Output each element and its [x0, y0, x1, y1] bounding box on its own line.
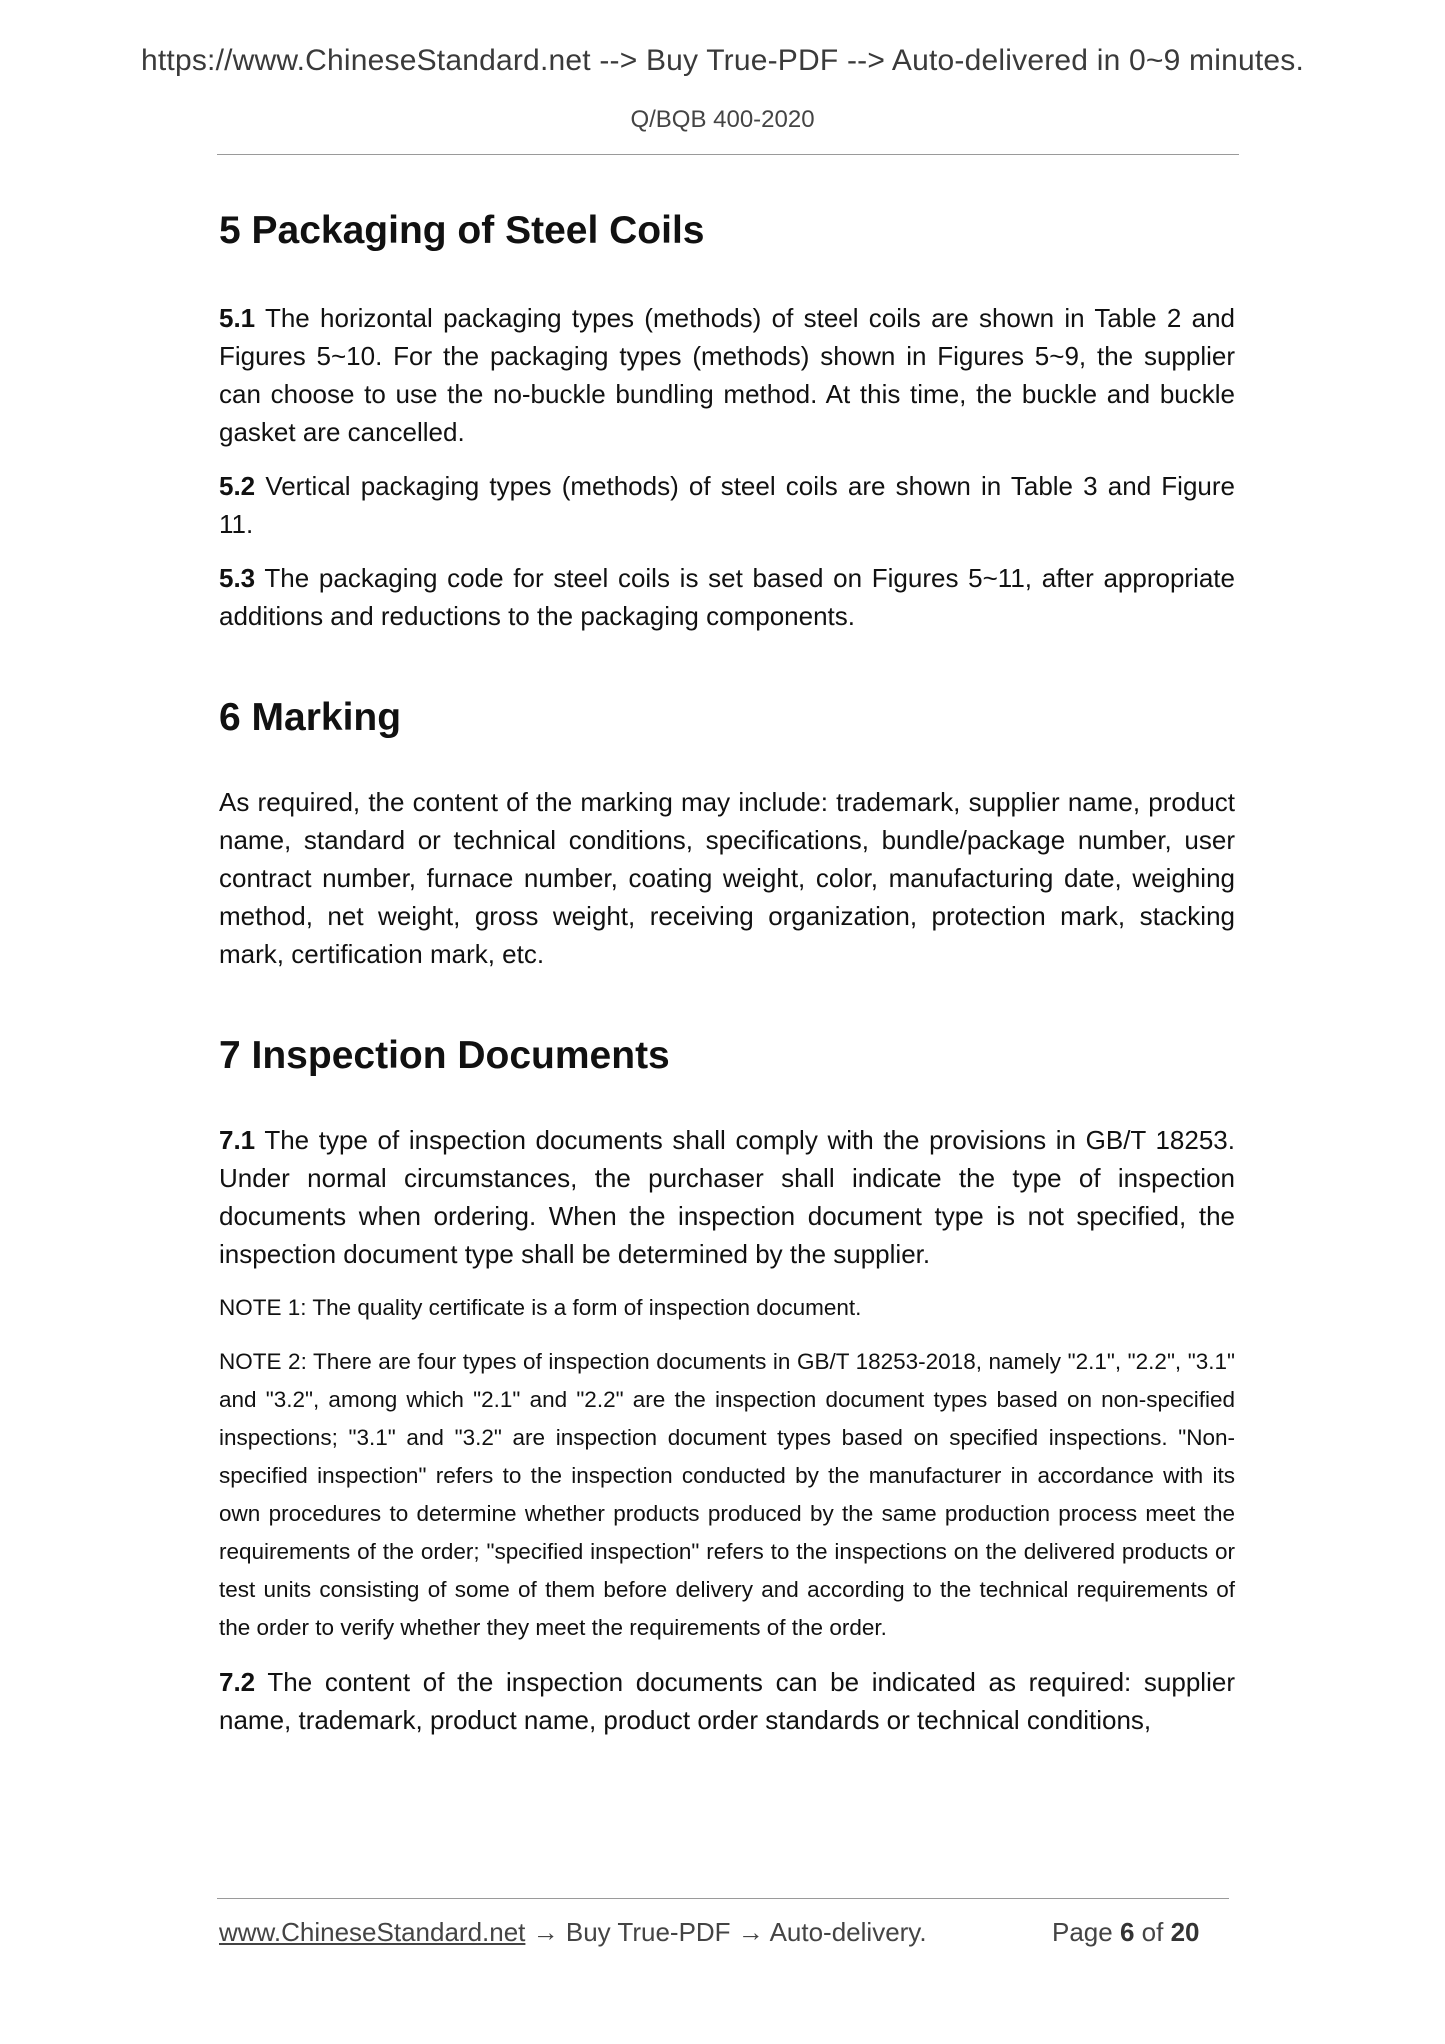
marking-paragraph: As required, the content of the marking may include: trademark, supplier name, product name, standard or technical conditions, specifications, bundle/package number, user contract number, furnace number, coating weight, color, manufacturing date, weighing method, net weight, gross weight, receiving organization, protection mark, stacking mark, certification mark, etc. [219, 786, 1235, 969]
clause-5-3 [219, 559, 1235, 635]
section-6-title: 6 Marking [219, 695, 402, 739]
clause-7-2-number: 7.2 [219, 1667, 256, 1698]
clause-7-1 [219, 1121, 1235, 1273]
section-5-title: 5 Packaging of Steel Coils [219, 209, 705, 252]
clause-7-1-number: 7.1 [219, 1125, 256, 1156]
page-indicator [1052, 1917, 1200, 1948]
document-code: Q/BQB 400-2020 [630, 106, 815, 133]
clause-7-2 [219, 1663, 1235, 1739]
clause-5-2 [219, 467, 1235, 543]
header-divider [217, 154, 1239, 155]
clause-7-1-text: The type of inspection documents shall comply with the provisions in GB/T 18253. Under normal circumstances, the purchaser shall indicate the type of inspection documents when ordering. When the inspection document type is not specified, the inspection document type shall be determined by the supplier. [219, 1125, 1235, 1270]
footer-tagline: → Buy True-PDF → Auto-delivery. [525, 1917, 927, 1947]
clause-5-2-number: 5.2 [219, 470, 256, 501]
current-page-number: 6 [1119, 1917, 1135, 1947]
clause-5-1-number: 5.1 [219, 302, 256, 333]
section-7-title: 7 Inspection Documents [219, 1033, 670, 1077]
page-content [219, 208, 1235, 1739]
top-banner[interactable]: https://www.ChineseStandard.net --> Buy True-PDF --> Auto-delivered in 0~9 minutes. [141, 44, 1304, 77]
footer-divider [217, 1898, 1229, 1899]
footer-site-link[interactable]: www.ChineseStandard.net [219, 1917, 526, 1947]
clause-7-2-text: The content of the inspection documents can be indicated as required: supplier name, trademark, product name, product order standards or technical conditions, [219, 1667, 1235, 1736]
of-label: of [1141, 1917, 1164, 1947]
clause-5-3-number: 5.3 [219, 562, 256, 593]
total-pages-number: 20 [1170, 1917, 1200, 1947]
clause-5-1 [219, 299, 1235, 451]
page-label: Page [1052, 1917, 1113, 1947]
note-2: NOTE 2: There are four types of inspection documents in GB/T 18253-2018, namely "2.1", "2.2", "3.1" and "3.2", among which "2.1" and "2.2" are the inspection document types based on non-specified inspections; "3.1" and "3.2" are inspection document types based on specified inspections. "Non-specified inspection" refers to the inspection conducted by the manufacturer in accordance with its own procedures to determine whether products produced by the same production process meet the requirements of the order; "specified inspection" refers to the inspections on the delivered products or test units consisting of some of them before delivery and according to the technical requirements of the order to verify whether they meet the requirements of the order. [219, 1349, 1235, 1641]
clause-5-3-text: The packaging code for steel coils is set based on Figures 5~11, after appropriate additions and reductions to the packaging components. [219, 562, 1235, 631]
footer-left [219, 1917, 927, 1948]
note-1: NOTE 1: The quality certificate is a form of inspection document. [219, 1295, 862, 1321]
clause-5-1-text: The horizontal packaging types (methods) of steel coils are shown in Table 2 and Figures 5~10. For the packaging types (methods) shown in Figures 5~9, the supplier can choose to use the no-buckle bundling method. At this time, the buckle and buckle gasket are cancelled. [219, 302, 1235, 447]
clause-5-2-text: Vertical packaging types (methods) of steel coils are shown in Table 3 and Figure 11. [219, 470, 1235, 539]
